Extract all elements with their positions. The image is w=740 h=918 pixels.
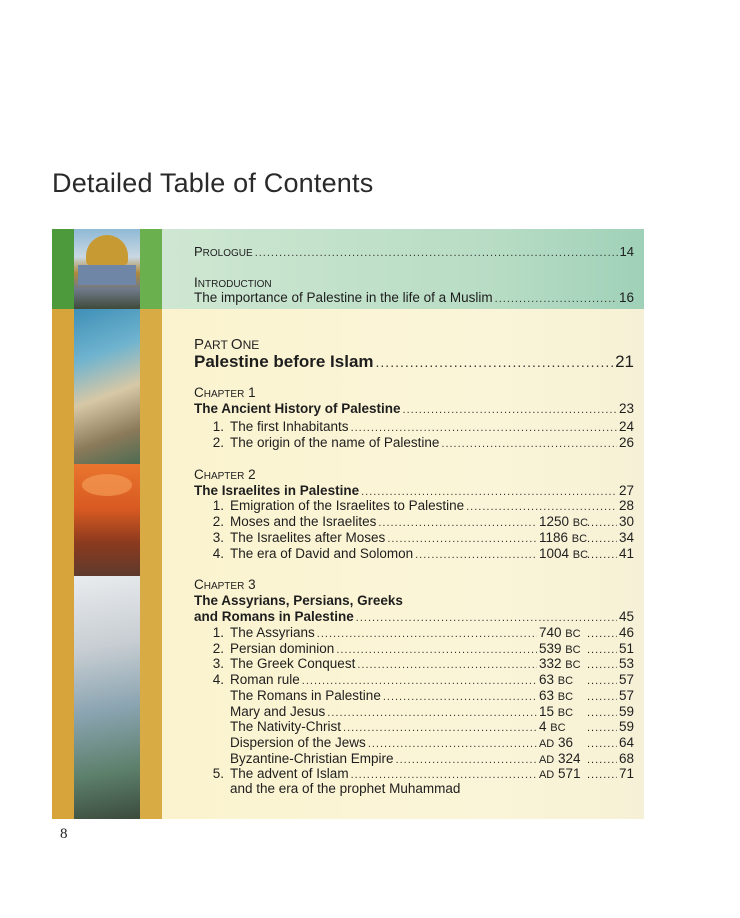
toc-entry-3-4c[interactable]: The Nativity-Christ ..... 4 BC ..... 59: [205, 719, 634, 734]
green-strip-right: [140, 229, 162, 309]
gold-strip-left: [52, 309, 74, 819]
toc-entry-chapter-1[interactable]: The Ancient History of Palestine ..... 23: [194, 401, 634, 416]
toc-entry-3-4b[interactable]: Mary and Jesus ..... 15 BC ..... 59: [205, 704, 634, 719]
page-ref: 16: [618, 290, 634, 305]
page-ref: 45: [618, 609, 634, 624]
leader-dots: [361, 486, 617, 498]
toc-entry-introduction[interactable]: The importance of Palestine in the life of a Muslim ..... 16: [194, 290, 634, 305]
toc-entry-3-4d[interactable]: Dispersion of the Jews ..... AD 36 ..... 64: [205, 735, 634, 750]
toc-entry-3-5[interactable]: 5. The advent of Islam ..... AD 571 ..... 71: [205, 766, 634, 781]
leader-dots: [403, 404, 617, 416]
leader-dots: [415, 549, 537, 561]
leader-dots: [587, 549, 617, 561]
leader-dots: [255, 247, 618, 259]
leader-dots: [466, 501, 617, 513]
page-ref: 21: [615, 352, 634, 371]
part-one-label: PART ONE: [194, 336, 260, 353]
chapter-2-label: CHAPTER 2: [194, 467, 256, 482]
toc-entry-2-3[interactable]: 3. The Israelites after Moses ..... 1186 BC ..... 34: [205, 530, 634, 545]
page-heading: Detailed Table of Contents: [52, 168, 374, 198]
toc-entry-chapter-2[interactable]: The Israelites in Palestine ..... 27: [194, 483, 634, 498]
page-ref: 27: [618, 483, 634, 498]
toc-entry-3-4[interactable]: 4. Roman rule ..... 63 BC ..... 57: [205, 672, 634, 687]
leader-dots: [587, 533, 617, 545]
gold-strip-right: [140, 309, 162, 819]
ancient-ship-illustration: [74, 309, 140, 464]
toc-entry-3-2[interactable]: 2. Persian dominion ..... 539 BC ..... 51: [205, 641, 634, 656]
chapter-3-label: CHAPTER 3: [194, 577, 256, 592]
leader-dots: [351, 422, 617, 434]
leader-dots: [376, 354, 614, 370]
toc-entry-3-4a[interactable]: The Romans in Palestine ..... 63 BC ..... 57: [205, 688, 634, 703]
dome-shape: [86, 235, 128, 265]
toc-entry-3-1[interactable]: 1. The Assyrians ..... 740 BC ..... 46: [205, 625, 634, 640]
page-ref: 23: [618, 401, 634, 416]
toc-entry-3-5-continued: and the era of the prophet Muhammad: [230, 781, 461, 796]
dome-base-shape: [78, 265, 136, 285]
battle-illustration: [74, 576, 140, 819]
leader-dots: [356, 612, 617, 624]
toc-entry-3-3[interactable]: 3. The Greek Conquest ..... 332 BC ..... 53: [205, 656, 634, 671]
toc-entry-2-1[interactable]: 1. Emigration of the Israelites to Palestine ..... 28: [205, 498, 634, 513]
chapter-1-label: CHAPTER 1: [194, 385, 256, 400]
sky-glow-shape: [82, 474, 132, 496]
chapter-3-title-line1: The Assyrians, Persians, Greeks: [194, 593, 403, 608]
dome-of-rock-illustration: [74, 229, 140, 309]
leader-dots: [495, 293, 617, 305]
toc-entry-1-2[interactable]: 2. The origin of the name of Palestine ..... 26: [205, 435, 634, 450]
toc-entry-2-2[interactable]: 2. Moses and the Israelites ..... 1250 BC ..... 30: [205, 514, 634, 529]
toc-entry-2-4[interactable]: 4. The era of David and Solomon ..... 1004 BC ..... 41: [205, 546, 634, 561]
toc-entry-chapter-3[interactable]: and Romans in Palestine ..... 45: [194, 609, 634, 624]
page-ref: 14: [619, 244, 634, 259]
sea-parting-illustration: [74, 464, 140, 576]
toc-entry-prologue[interactable]: PROLOGUE ..... 14: [194, 244, 634, 259]
leader-dots: [587, 517, 617, 529]
toc-entry-part-one[interactable]: Palestine before Islam ..... 21: [194, 352, 634, 372]
page-number: 8: [60, 826, 68, 842]
toc-entry-1-1[interactable]: 1. The first Inhabitants ..... 24: [205, 419, 634, 434]
toc-entry-3-4e[interactable]: Byzantine-Christian Empire ..... AD 324 ..... 68: [205, 751, 634, 766]
leader-dots: [441, 438, 617, 450]
introduction-label: INTRODUCTION: [194, 275, 272, 290]
leader-dots: [378, 517, 537, 529]
green-strip-left: [52, 229, 74, 309]
leader-dots: [387, 533, 537, 545]
